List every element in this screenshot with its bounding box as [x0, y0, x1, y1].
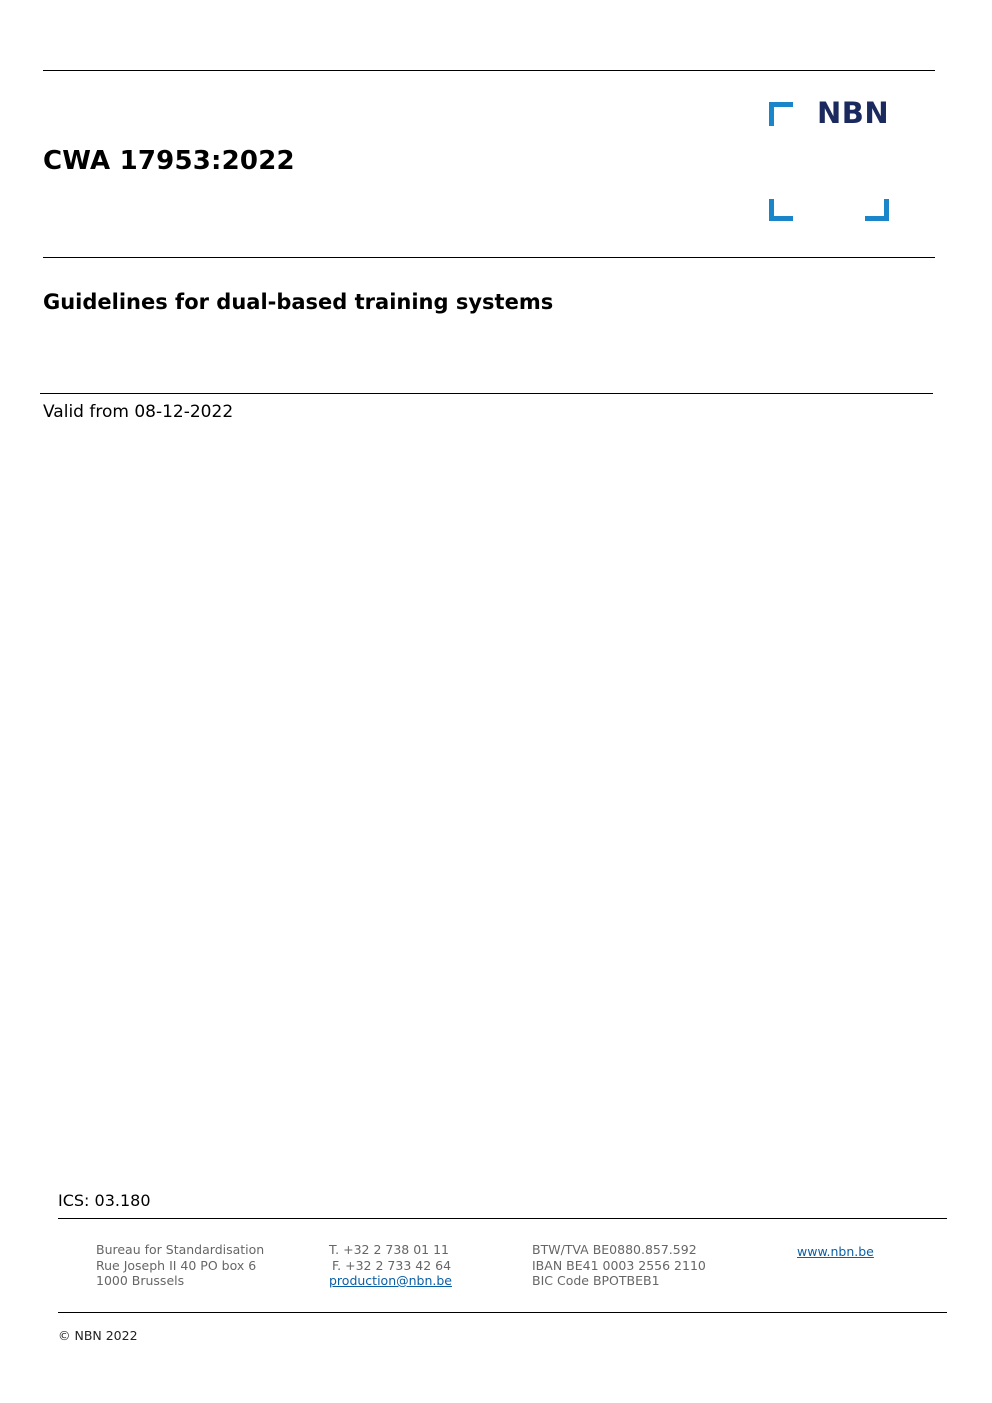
phone-number: T. +32 2 738 01 11 [329, 1242, 449, 1257]
document-title: Guidelines for dual-based training systems [43, 290, 554, 314]
copyright: © NBN 2022 [58, 1328, 138, 1343]
ics-code: ICS: 03.180 [58, 1191, 151, 1210]
website-link[interactable]: www.nbn.be [797, 1244, 874, 1259]
address-line: Bureau for Standardisation [96, 1242, 265, 1257]
valid-from: Valid from 08-12-2022 [43, 402, 234, 422]
bic-code: BIC Code BPOTBEB1 [532, 1273, 660, 1288]
email-link[interactable]: production@nbn.be [329, 1273, 452, 1288]
address-line: 1000 Brussels [96, 1273, 185, 1288]
logo-corner-top-left-vertical [769, 102, 774, 126]
footer-web [797, 1244, 874, 1260]
logo-text: NBN [817, 96, 890, 130]
footer-bottom-rule [58, 1312, 947, 1313]
fax-number: F. +32 2 733 42 64 [332, 1257, 452, 1273]
document-code: CWA 17953:2022 [43, 146, 295, 176]
title-rule [40, 393, 933, 394]
iban-number: IBAN BE41 0003 2556 2110 [532, 1257, 706, 1273]
vat-number: BTW/TVA BE0880.857.592 [532, 1242, 697, 1257]
header-rule [43, 257, 935, 258]
footer-address [96, 1242, 264, 1289]
address-line: Rue Joseph II 40 PO box 6 [96, 1257, 257, 1273]
footer-bank [532, 1242, 706, 1289]
footer-top-rule [58, 1218, 947, 1219]
top-rule [43, 70, 935, 71]
logo-corner-bottom-right-horizontal [865, 216, 889, 221]
logo-corner-bottom-left-horizontal [769, 216, 793, 221]
footer-contact [329, 1242, 452, 1289]
